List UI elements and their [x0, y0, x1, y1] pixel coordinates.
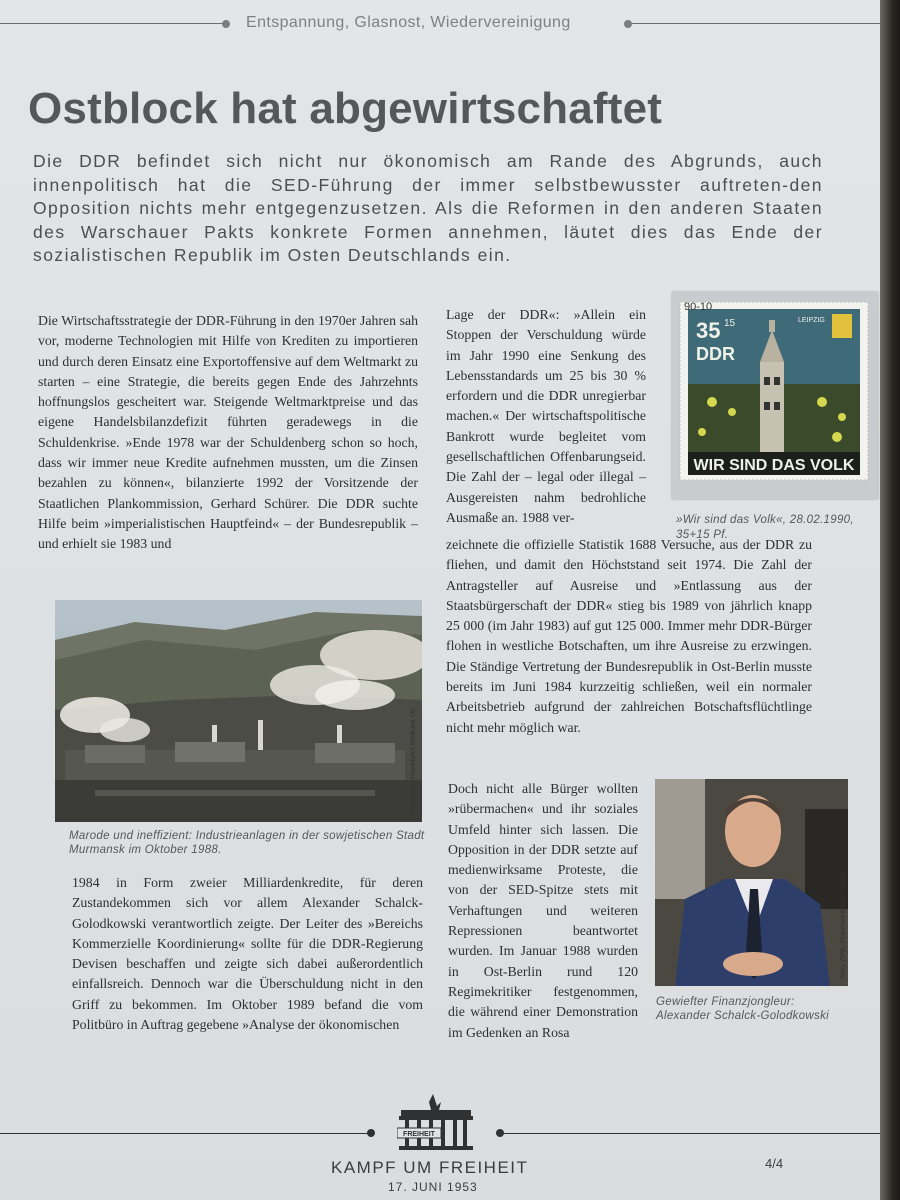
- text-column-1-bottom: [72, 873, 423, 1035]
- factory-photo-credit: Foto: DPA, Frankfurt/Lehtikuva Oy: [410, 708, 417, 815]
- stamp-postmark: 90-10: [684, 301, 713, 313]
- footer-rule-left: [0, 1133, 370, 1134]
- brandenburg-gate-icon: [397, 1092, 475, 1154]
- stamp-image: [672, 292, 878, 499]
- stamp-value: 35: [696, 318, 721, 343]
- article-lead: Die DDR befindet sich nicht nur ökonomisch am Rande des Abgrunds, auch innenpolitisch hat die SED-Führung der immer selbstbewusster auftreten-den Opposition nichts mehr entgegenzusetzen. Als die Reformen in den anderen Staaten des Warschauer Pakts konkrete Formen annehmen, läutet dies das Ende der sozialistischen Republik im Osten Deutschlands ein.: [33, 151, 823, 266]
- stamp-city: LEIPZIG: [798, 317, 825, 324]
- footer-bullet-left: [367, 1129, 375, 1137]
- header-bullet-left: [222, 20, 230, 28]
- text-column-2-middle: [446, 535, 812, 738]
- header-rule-right: [632, 23, 894, 24]
- paragraph: zeichnete die offizielle Statistik 1688 Versuche, aus der DDR zu fliehen, und damit den Höchststand seit 1974. Die Zahl der Antragsteller auf Ausreise und »Entlassung aus der Staatsbürgerschaft der DDR« stieg bis 1989 von jährlich knapp 25 000 (im Jahr 1983) auf gut 125 000. Immer mehr DDR-Bürger flohen in westliche Botschaften, um ihre Ausreise zu erzwingen. Die Ständige Vertretung der Bundesrepublik in Ost-Berlin musste bereits im Juni 1984 kurzzeitig schließen, weil ein normaler Arbeitsbetrieb aufgrund der zahlreichen Botschaftsflüchtlinge nicht mehr möglich war.: [446, 537, 812, 735]
- footer-date: 17. JUNI 1953: [388, 1180, 478, 1194]
- text-column-2-bottom: [448, 779, 638, 1043]
- logo-text: FREIHEIT: [403, 1131, 435, 1138]
- factory-photo: [55, 600, 422, 822]
- paragraph: Doch nicht alle Bürger wollten »rübermachen« und ihr soziales Umfeld hinter sich lassen. Die Opposition in der DDR setzte auf medienwirksame Proteste, die von der SED-Spitze stets mit Verhaftungen und weiteren Repressionen beantwortet wurden. Im Januar 1988 wurden in Ost-Berlin rund 120 Regimekritiker festgenommen, die während einer Demonstration im Gedenken an Rosa: [448, 781, 638, 1040]
- section-heading: Entspannung, Glasnost, Wiedervereinigung: [246, 14, 571, 31]
- stamp-mount: [672, 292, 878, 499]
- header-bullet-right: [624, 20, 632, 28]
- stamp-caption: »Wir sind das Volk«, 28.02.1990, 35+15 Pf.: [676, 514, 854, 541]
- footer-series-title: KAMPF UM FREIHEIT: [331, 1158, 529, 1177]
- portrait-caption: Gewiefter Finanzjongleur: Alexander Schalck-Golodkowski: [656, 996, 829, 1022]
- text-column-2-top: [446, 305, 646, 528]
- header-rule-left: [0, 23, 226, 24]
- page-number: 4/4: [765, 1156, 784, 1171]
- factory-image: [55, 600, 422, 822]
- paragraph: Die Wirtschaftsstrategie der DDR-Führung in den 1970er Jahren sah vor, moderne Technologien mit Hilfe von Krediten zu importieren und durch deren Einsatz eine Exportoffensive auf dem Weltmarkt zu starten – eine Strategie, die bereits gegen Ende des Jahrzehnts hoffnungslos gescheitert war. Steigende Weltmarktpreise und das eigene Handelsbilanzdefizit führten geradewegs in die Schuldenkrise. »Ende 1978 war der Schuldenberg schon so hoch, dass wir immer neue Kredite aufnehmen mussten, um die Zinsen bezahlen zu können«, bilanzierte 1992 der Vorsitzende der Staatlichen Plankommission, Gerhard Schürer. Die DDR suchte Hilfe beim »imperialistischen Hauptfeind« – der Bundesrepublik – und erhielt sie 1983 und: [38, 313, 418, 552]
- portrait-photo-credit: Foto: DPA, Frankfurt/Klaus Franke: [840, 872, 847, 979]
- text-column-1-top: [38, 311, 418, 555]
- footer-rule-right: [500, 1133, 880, 1134]
- paragraph: 1984 in Form zweier Milliardenkredite, für deren Zustandekommen sich vor allem Alexander Schalck-Golodkowski verantwortlich zeigte. Der Leiter des »Bereichs Kommerzielle Koordinierung« sollte für die DDR-Regierung Devisen beschaffen und zeigte sich dabei außerordentlich einfallsreich. Dennoch war die Überschuldung nicht in den Griff zu bekommen. Im Oktober 1989 befand die vom Politbüro in Auftrag gegebene »Analyse der ökonomischen: [72, 875, 423, 1033]
- stamp-slogan: WIR SIND DAS VOLK: [693, 457, 855, 474]
- stamp-surcharge: 15: [724, 318, 736, 329]
- paragraph: Lage der DDR«: »Allein ein Stoppen der Verschuldung würde im Jahr 1990 eine Senkung des Lebensstandards um 25 bis 30 % erfordern und die DDR unregierbar machen.« Der wirtschaftspolitische Bankrott wurde begleitet vom gesellschaftlichen Offenbarungseid. Die Zahl der – legal oder illegal – Ausgereisten nahm bedrohliche Ausmaße an. 1988 ver-: [446, 307, 646, 525]
- portrait-photo: [655, 779, 848, 986]
- binder-edge: [880, 0, 900, 1200]
- factory-caption: Marode und ineffizient: Industrieanlagen in der sowjetischen Stadt Murmansk im Oktober 1988.: [69, 830, 425, 856]
- article-title: Ostblock hat abgewirtschaftet: [28, 84, 663, 133]
- portrait-image: [655, 779, 848, 986]
- stamp-country: DDR: [696, 344, 735, 364]
